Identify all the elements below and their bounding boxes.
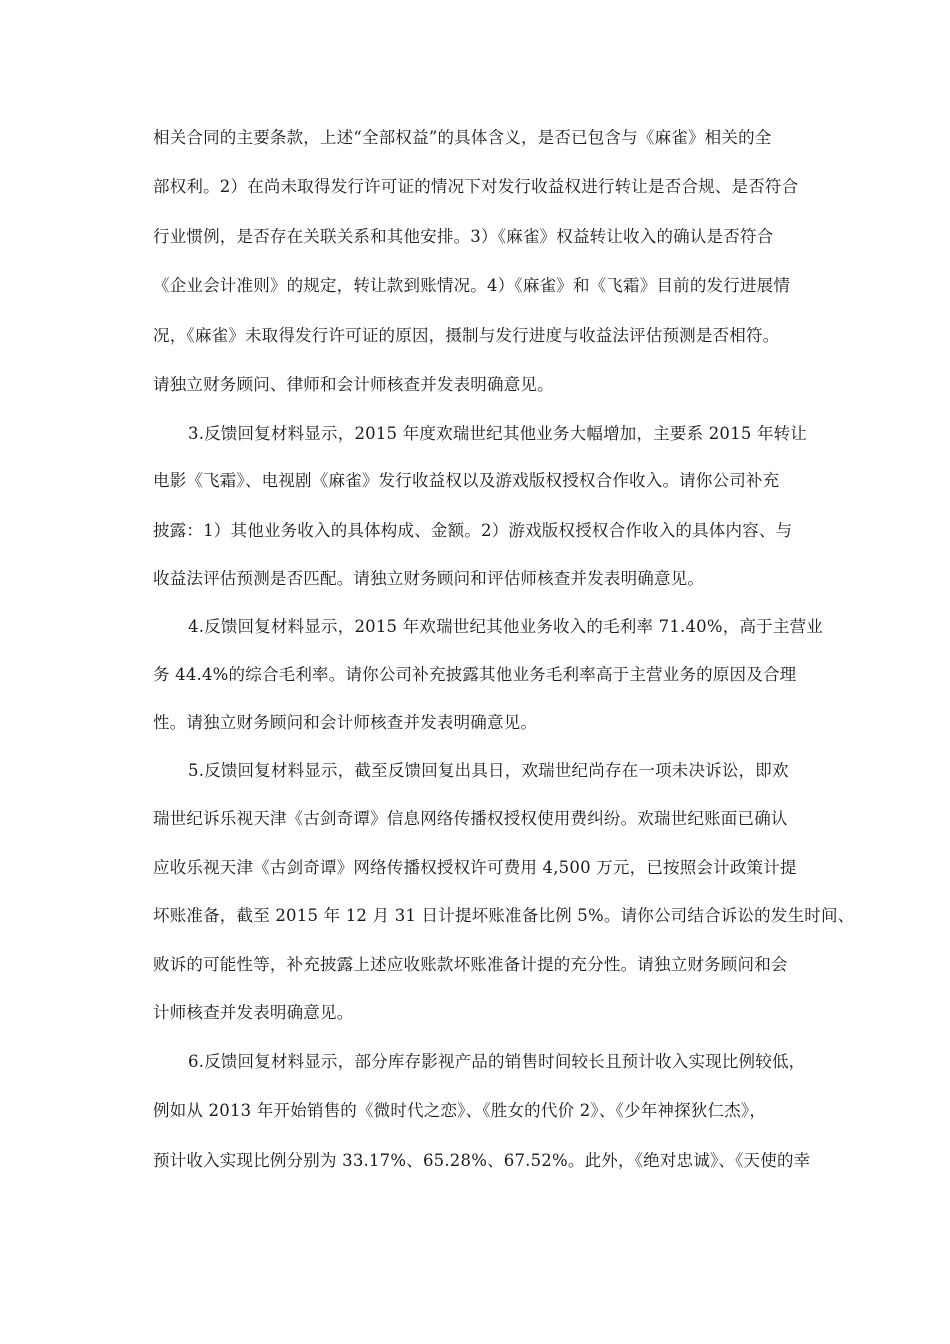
paragraph-line: 败诉的可能性等，补充披露上述应收账款坏账准备计提的充分性。请独立财务顾问和会: [153, 955, 788, 974]
paragraph-3-start: 3.反馈回复材料显示，2015 年度欢瑞世纪其他业务大幅增加，主要系 2015 年转让: [188, 424, 808, 443]
paragraph-line: 请独立财务顾问、律师和会计师核查并发表明确意见。: [153, 375, 554, 394]
paragraph-line: 收益法评估预测是否匹配。请独立财务顾问和评估师核查并发表明确意见。: [153, 569, 705, 588]
paragraph-line: 例如从 2013 年开始销售的《微时代之恋》、《胜女的代价 2》、《少年神探狄仁杰》，: [153, 1101, 767, 1120]
paragraph-line: 况，《麻雀》未取得发行许可证的原因，摄制与发行进度与收益法评估预测是否相符。: [153, 326, 780, 345]
paragraph-line: 行业惯例，是否存在关联关系和其他安排。3）《麻雀》权益转让收入的确认是否符合: [153, 227, 774, 246]
paragraph-line: 电影《飞霜》、电视剧《麻雀》发行收益权以及游戏版权授权合作收入。请你公司补充: [153, 471, 780, 490]
paragraph-line: 披露：1）其他业务收入的具体构成、金额。2）游戏版权授权合作收入的具体内容、与: [153, 521, 793, 540]
paragraph-line: 部权利。2）在尚未取得发行许可证的情况下对发行收益权进行转让是否合规、是否符合: [153, 177, 799, 196]
paragraph-line: 计师核查并发表明确意见。: [153, 1003, 354, 1022]
paragraph-6-start: 6.反馈回复材料显示，部分库存影视产品的销售时间较长且预计收入实现比例较低，: [188, 1052, 806, 1071]
paragraph-line: 务 44.4%的综合毛利率。请你公司补充披露其他业务毛利率高于主营业务的原因及合理: [153, 665, 797, 684]
paragraph-line: 应收乐视天津《古剑奇谭》网络传播权授权许可费用 4,500 万元，已按照会计政策计提: [153, 858, 797, 877]
paragraph-line: 《企业会计准则》的规定，转让款到账情况。4）《麻雀》和《飞霜》目前的发行进展情: [153, 276, 791, 295]
paragraph-line: 瑞世纪诉乐视天津《古剑奇谭》信息网络传播权授权使用费纠纷。欢瑞世纪账面已确认: [153, 809, 788, 828]
paragraph-line: 坏账准备，截至 2015 年 12 月 31 日计提坏账准备比例 5%。请你公司结合诉讼的发生时间、: [153, 906, 855, 925]
paragraph-line: 预计收入实现比例分别为 33.17%、65.28%、67.52%。此外，《绝对忠诚》、《天使的幸: [153, 1151, 811, 1170]
paragraph-line: 相关合同的主要条款，上述“全部权益”的具体含义，是否已包含与《麻雀》相关的全: [153, 128, 772, 147]
paragraph-5-start: 5.反馈回复材料显示，截至反馈回复出具日，欢瑞世纪尚存在一项未决诉讼，即欢: [188, 761, 789, 780]
paragraph-4-start: 4.反馈回复材料显示，2015 年欢瑞世纪其他业务收入的毛利率 71.40%，高于主营业: [188, 617, 823, 636]
paragraph-line: 性。请独立财务顾问和会计师核查并发表明确意见。: [153, 713, 538, 732]
